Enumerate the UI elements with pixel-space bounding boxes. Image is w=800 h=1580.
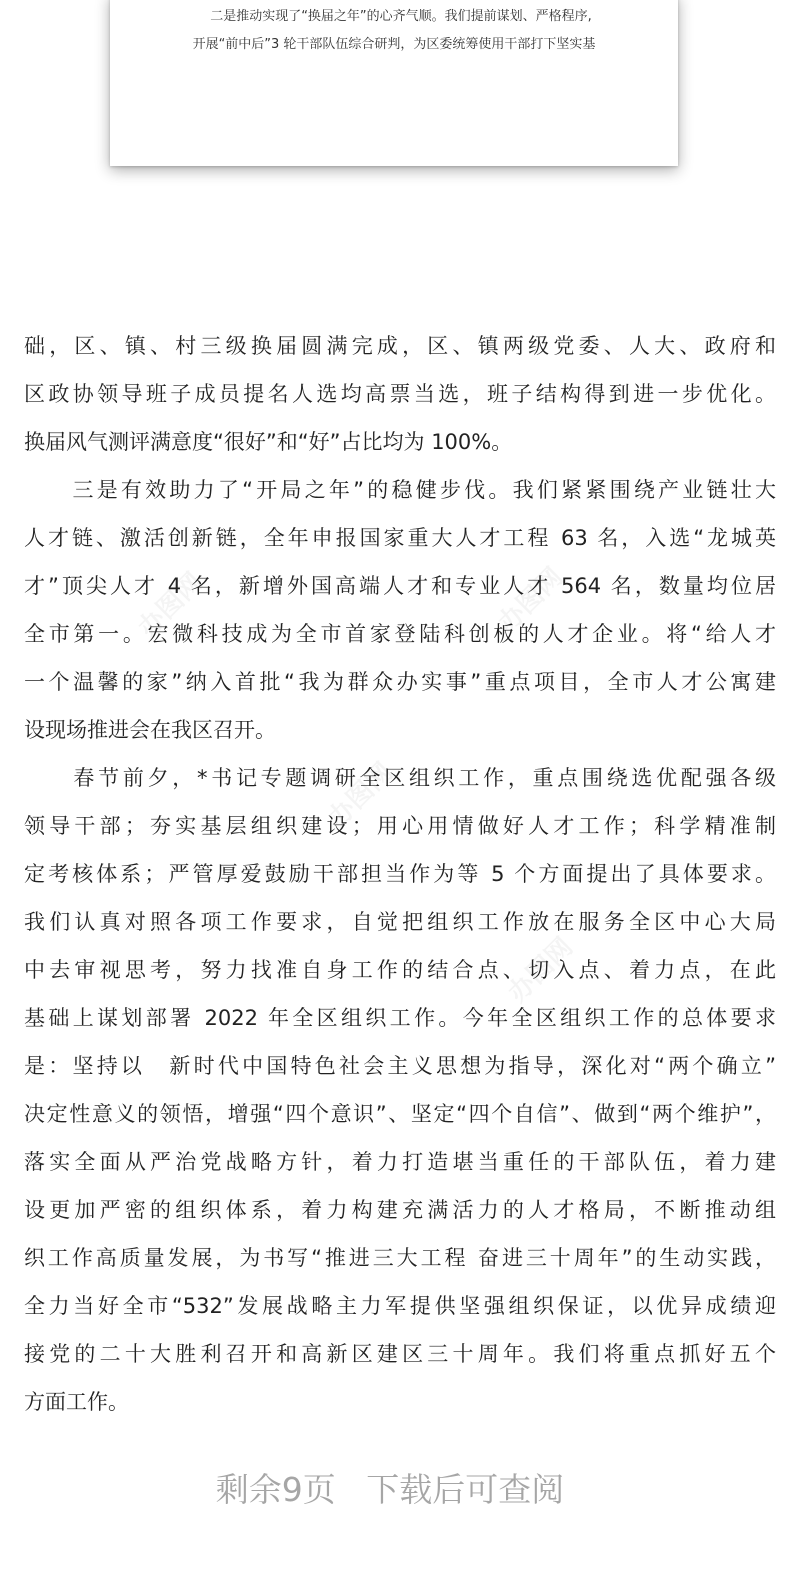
text-line: 春节前夕，*书记专题调研全区组织工作，重点围绕选优配强各级: [24, 766, 776, 790]
text-line: 区政协领导班子成员提名人选均高票当选，班子结构得到进一步优化。: [24, 382, 776, 406]
preview-line: 开展“前中后”3 轮干部队伍综合研判，为区委统筹使用干部打下坚实基: [192, 37, 596, 52]
text-line: 我们认真对照各项工作要求，自觉把组织工作放在服务全区中心大局: [24, 910, 776, 934]
previous-page-preview: [110, 0, 678, 166]
text-line: 三是有效助力了“开局之年”的稳健步伐。我们紧紧围绕产业链壮大: [24, 478, 776, 502]
text-line: 领导干部；夯实基层组织建设；用心用情做好人才工作；科学精准制: [24, 814, 776, 838]
text-line: 基础上谋划部署 2022 年全区组织工作。今年全区组织工作的总体要求: [24, 1006, 776, 1030]
text-line: 中去审视思考，努力找准自身工作的结合点、切入点、着力点，在此: [24, 958, 776, 982]
text-line: 人才链、激活创新链，全年申报国家重大人才工程 63 名，入选“龙城英: [24, 526, 776, 550]
text-line: 方面工作。: [24, 1390, 129, 1414]
text-line: 换届风气测评满意度“很好”和“好”占比均为 100%。: [24, 430, 513, 454]
text-line: 设现场推进会在我区召开。: [24, 718, 276, 742]
text-line: 全力当好全市“532”发展战略主力军提供坚强组织保证，以优异成绩迎: [24, 1294, 776, 1318]
remaining-pages-banner[interactable]: 剩余9页 下载后可查阅: [215, 1470, 565, 1509]
text-line: 设更加严密的组织体系，着力构建充满活力的人才格局，不断推动组: [24, 1198, 776, 1222]
text-line: 接党的二十大胜利召开和高新区建区三十周年。我们将重点抓好五个: [24, 1342, 776, 1366]
text-line: 一个温馨的家”纳入首批“我为群众办实事”重点项目，全市人才公寓建: [24, 670, 776, 694]
text-line: 全市第一。宏微科技成为全市首家登陆科创板的人才企业。将“给人才: [24, 622, 776, 646]
text-line: 才”顶尖人才 4 名，新增外国高端人才和专业人才 564 名，数量均位居: [24, 574, 776, 598]
document-body: [24, 322, 776, 1426]
text-line: 础，区、镇、村三级换届圆满完成，区、镇两级党委、人大、政府和: [24, 334, 776, 358]
preview-line: 二是推动实现了“换届之年”的心齐气顺。我们提前谋划、严格程序,: [210, 9, 592, 24]
text-line: 织工作高质量发展，为书写“推进三大工程 奋进三十周年”的生动实践，: [24, 1246, 776, 1270]
text-line: 落实全面从严治党战略方针，着力打造堪当重任的干部队伍，着力建: [24, 1150, 776, 1174]
text-line: 是：坚持以 新时代中国特色社会主义思想为指导，深化对“两个确立”: [24, 1054, 776, 1078]
text-line: 定考核体系；严管厚爱鼓励干部担当作为等 5 个方面提出了具体要求。: [24, 862, 776, 886]
text-line: 决定性意义的领悟，增强“四个意识”、坚定“四个自信”、做到“两个维护”，: [24, 1102, 776, 1126]
